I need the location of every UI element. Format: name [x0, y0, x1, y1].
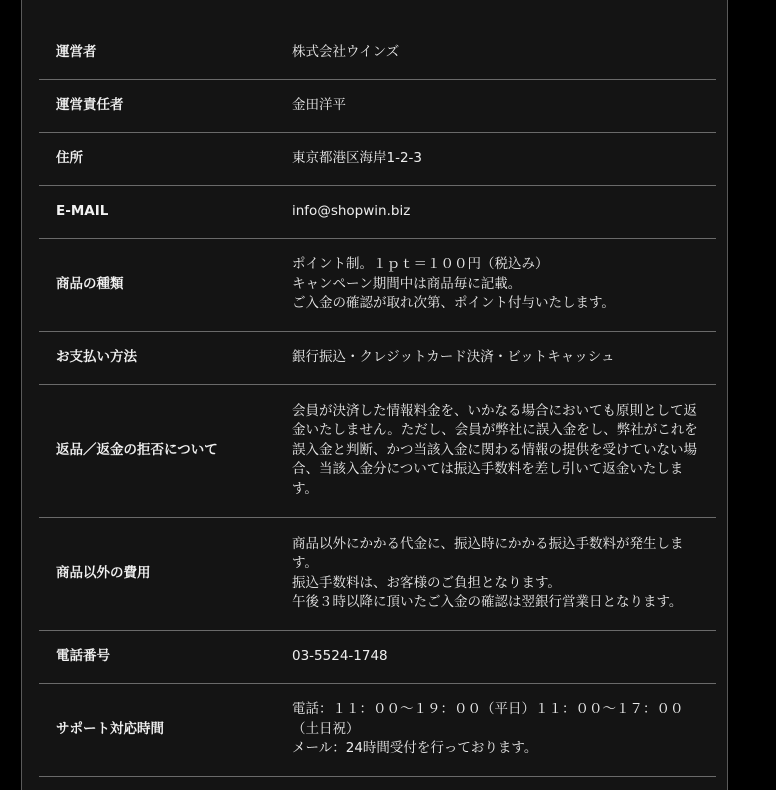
info-row-product-type: [39, 238, 716, 331]
row-label: 運営者: [39, 26, 292, 79]
row-label: サポート対応時間: [39, 683, 292, 776]
row-value: [292, 238, 716, 331]
info-row-operator: [39, 26, 716, 79]
row-label: お支払い方法: [39, 331, 292, 384]
row-value-line: 電話：１１：００〜１９：００（平日）１１：００〜１７：００（土日祝）: [292, 701, 684, 737]
row-value-line: 振込手数料は、お客様のご負担となります。: [292, 574, 561, 591]
row-value-line: ポイント制。１ｐｔ＝１００円（税込み）: [292, 256, 549, 273]
row-value-line: 株式会社ウインズ: [292, 43, 400, 60]
row-label: E-MAIL: [39, 185, 292, 238]
row-value: [292, 79, 716, 132]
row-value: [292, 132, 716, 185]
row-value: [292, 384, 716, 517]
row-value: [292, 517, 716, 630]
row-value-line: ご入金の確認が取れ次第、ポイント付与いたします。: [292, 295, 615, 312]
row-value-line: 銀行振込・クレジットカード決済・ビットキャッシュ: [292, 348, 615, 365]
info-row-address: [39, 132, 716, 185]
row-label: 返品／返金の拒否について: [39, 384, 292, 517]
row-value: [292, 683, 716, 776]
row-value-line: 商品以外にかかる代金に、振込時にかかる振込手数料が発生します。: [292, 535, 684, 571]
row-label: 電話番号: [39, 630, 292, 683]
info-row-operation-manager: [39, 79, 716, 132]
info-row-email: [39, 185, 716, 238]
info-row-phone-number: [39, 630, 716, 683]
row-value-line: 東京都港区海岸1-2-3: [292, 149, 423, 166]
row-value-line: 午後３時以降に頂いたご入金の確認は翌銀行営業日となります。: [292, 594, 683, 610]
info-row-other-fees: [39, 517, 716, 630]
company-info-table: [39, 26, 716, 777]
row-value-line: キャンペーン期間中は商品毎に記載。: [292, 275, 522, 292]
row-value-line: 金田洋平: [292, 96, 346, 113]
company-info-panel: [21, 0, 728, 790]
info-row-refund-policy: [39, 384, 716, 517]
row-value-line[interactable]: info@shopwin.biz: [292, 202, 411, 219]
row-value-line: 03-5524-1748: [292, 647, 388, 664]
row-value: [292, 331, 716, 384]
row-value: [292, 185, 716, 238]
row-label: 運営責任者: [39, 79, 292, 132]
row-label: 住所: [39, 132, 292, 185]
row-value-line: 会員が決済した情報料金を、いかなる場合においても原則として返金いたしません。ただし、会員が弊社に誤入金をし、弊社がこれを誤入金と判断、かつ当該入金に関わる情報の提供を受けていない場合、当該入金分については振込手数料を差し引いて返金いたします。: [292, 402, 698, 497]
row-label: 商品以外の費用: [39, 517, 292, 630]
info-row-support-hours: [39, 683, 716, 776]
row-label: 商品の種類: [39, 238, 292, 331]
info-row-payment-method: [39, 331, 716, 384]
row-value-line: メール：24時間受付を行っております。: [292, 740, 538, 757]
row-value: [292, 630, 716, 683]
row-value: [292, 26, 716, 79]
